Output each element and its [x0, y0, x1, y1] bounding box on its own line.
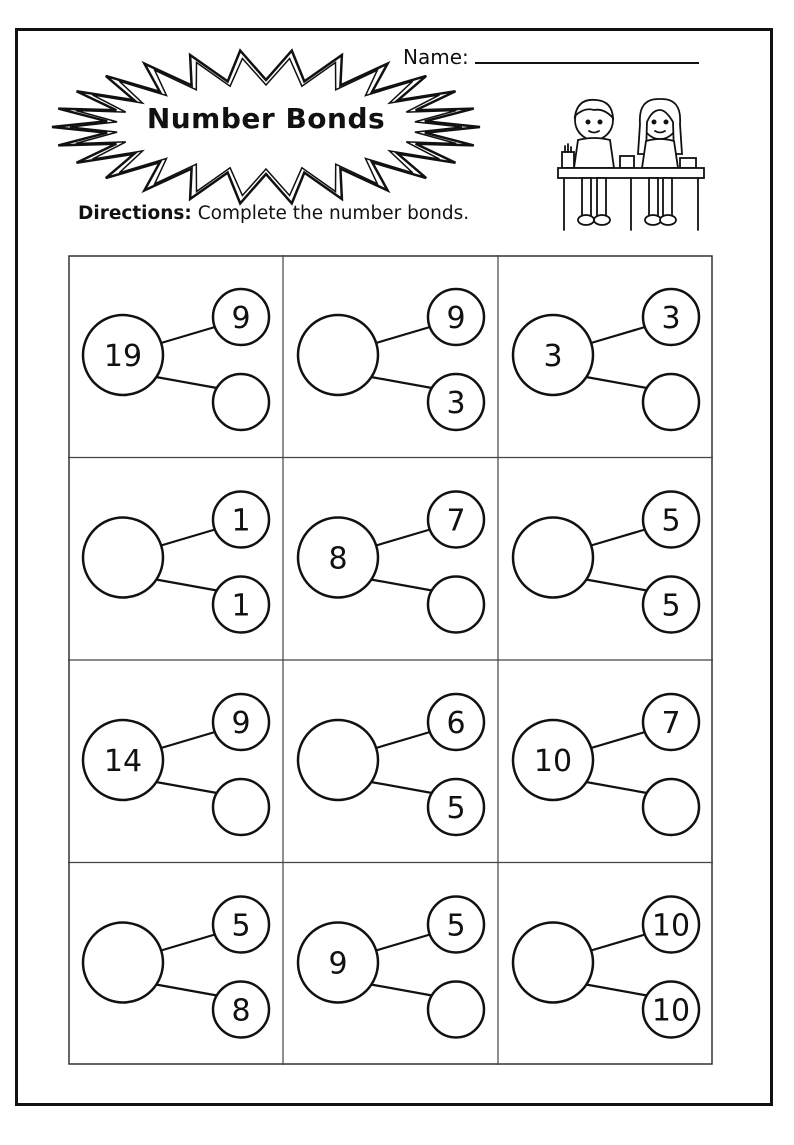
- two-kids-at-desk-icon: [556, 94, 706, 234]
- bond-connector: [371, 985, 432, 996]
- whole-circle: [83, 923, 163, 1003]
- part-number-top: 7: [661, 705, 681, 741]
- bond-connector: [591, 327, 645, 343]
- whole-number: 9: [328, 946, 348, 982]
- number-bonds-grid: [68, 255, 713, 1065]
- bond-connector: [156, 985, 217, 996]
- part-circle-bottom: [213, 374, 269, 430]
- bond-connector: [376, 935, 430, 951]
- part-number-bottom: 1: [231, 588, 251, 624]
- bond-connector: [161, 530, 215, 546]
- part-number-top: 1: [231, 503, 251, 539]
- bond-connector: [586, 377, 647, 388]
- part-number-bottom: 5: [446, 790, 466, 826]
- part-number-top: 9: [231, 705, 251, 741]
- whole-number: 10: [533, 743, 573, 779]
- whole-circle: [298, 315, 378, 395]
- bond-connector: [156, 377, 217, 388]
- bond-connector: [371, 782, 432, 793]
- part-number-top: 7: [446, 503, 466, 539]
- whole-number: 3: [543, 338, 563, 374]
- bond-connector: [376, 327, 430, 343]
- bond-connector: [591, 530, 645, 546]
- bond-connector: [371, 580, 432, 591]
- bond-connector: [591, 935, 645, 951]
- part-number-top: 5: [446, 908, 466, 944]
- whole-circle: [513, 518, 593, 598]
- bond-connector: [586, 985, 647, 996]
- whole-circle: [298, 720, 378, 800]
- part-number-bottom: 8: [231, 993, 251, 1029]
- part-circle-bottom: [643, 779, 699, 835]
- bond-connector: [161, 732, 215, 748]
- whole-number: 14: [103, 743, 143, 779]
- directions-text: Complete the number bonds.: [197, 203, 470, 224]
- bond-connector: [371, 377, 432, 388]
- part-circle-bottom: [428, 577, 484, 633]
- part-circle-bottom: [213, 779, 269, 835]
- bond-connector: [376, 732, 430, 748]
- whole-number: 8: [328, 541, 348, 577]
- bond-connector: [156, 580, 217, 591]
- bond-connector: [591, 732, 645, 748]
- whole-number: 19: [103, 338, 143, 374]
- part-number-top: 10: [651, 908, 691, 944]
- part-number-top: 9: [231, 300, 251, 336]
- whole-circle: [83, 518, 163, 598]
- part-circle-bottom: [428, 982, 484, 1038]
- bond-connector: [161, 327, 215, 343]
- bond-connector: [586, 782, 647, 793]
- part-number-bottom: 3: [446, 385, 466, 421]
- bond-connector: [586, 580, 647, 591]
- name-line[interactable]: [475, 44, 699, 64]
- whole-circle: [513, 923, 593, 1003]
- part-number-bottom: 10: [651, 993, 691, 1029]
- part-number-bottom: 5: [661, 588, 681, 624]
- page-title: Number Bonds: [146, 102, 386, 135]
- name-label: Name:: [403, 45, 469, 69]
- bond-connector: [161, 935, 215, 951]
- directions-label: Directions:: [78, 203, 192, 224]
- part-number-top: 5: [231, 908, 251, 944]
- part-number-top: 6: [446, 705, 466, 741]
- part-circle-bottom: [643, 374, 699, 430]
- part-number-top: 9: [446, 300, 466, 336]
- bond-connector: [156, 782, 217, 793]
- directions: [78, 203, 469, 224]
- part-number-top: 3: [661, 300, 681, 336]
- part-number-top: 5: [661, 503, 681, 539]
- bond-connector: [376, 530, 430, 546]
